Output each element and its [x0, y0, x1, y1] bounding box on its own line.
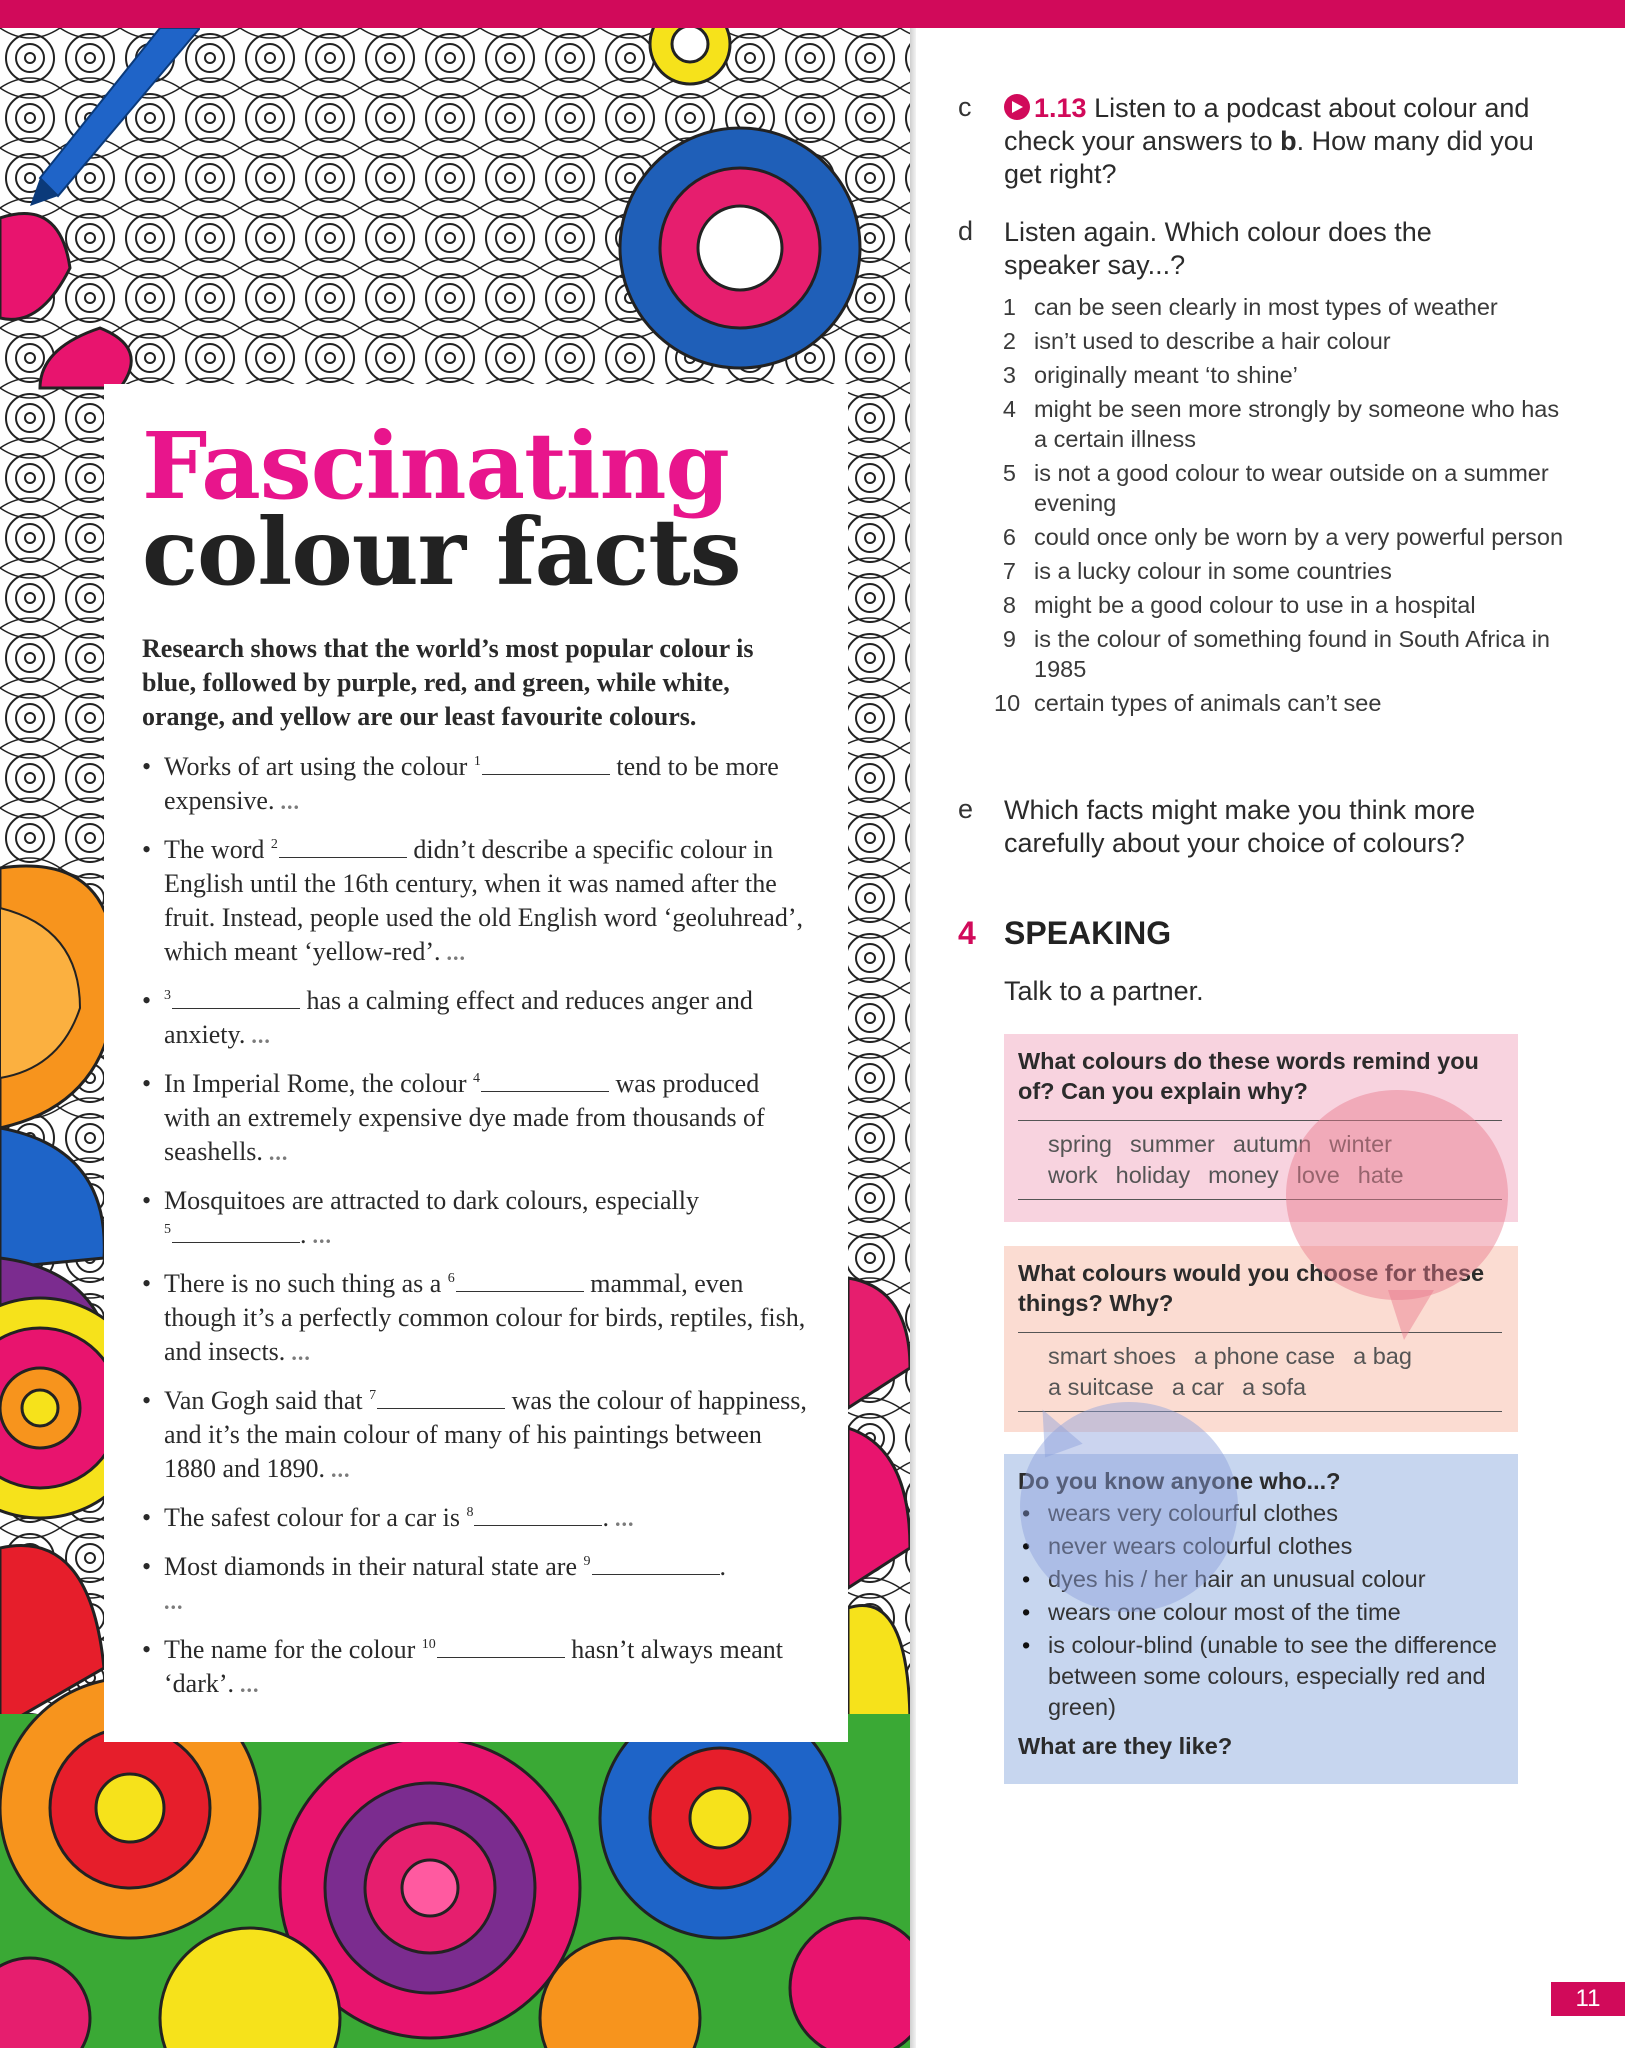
fact-card: [104, 384, 848, 1742]
box-title: What colours would you choose for these things? Why?: [1018, 1260, 1485, 1316]
page-number: 11: [1551, 1982, 1625, 2016]
list-item: 5 is not a good colour to wear outside on a summer evening: [1002, 460, 1549, 516]
answer-gap[interactable]: [474, 1501, 602, 1526]
answer-gap[interactable]: [482, 750, 610, 775]
list-item: 4 might be seen more strongly by someone who has a certain illness: [1002, 396, 1560, 452]
list-item: 10 certain types of animals can’t see: [994, 690, 1382, 716]
facts-list: [142, 750, 810, 1702]
fact-item: • Works of art using the colour $^1$ tend to be more expensive. ...: [142, 750, 810, 819]
answer-gap[interactable]: [592, 1550, 720, 1575]
page-spine: [910, 28, 916, 2048]
section-instruction: Talk to a partner.: [1004, 976, 1204, 1006]
answer-gap[interactable]: [279, 833, 407, 858]
fact-item: • The name for the colour $^{10}$ hasn’t always meant ‘dark’. ...: [142, 1633, 810, 1702]
list-item: 9 is the colour of something found in South Africa in 1985: [1002, 626, 1551, 682]
article-title-line1: Fascinating: [142, 412, 729, 520]
answer-gap[interactable]: [172, 984, 300, 1009]
word-bank: spring summer autumn winter work holiday money love hate: [1018, 1120, 1502, 1200]
top-accent-bar: [0, 0, 1625, 28]
speech-bubble-icon: [1286, 1090, 1508, 1300]
list-item: 7 is a lucky colour in some countries: [1002, 558, 1392, 584]
exercise-d-list: [994, 292, 1564, 722]
fact-item: • There is no such thing as a $^6$ mammal, even though it’s a perfectly common colour for birds, reptiles, fish, and insects. ...: [142, 1267, 810, 1370]
box-footer: What are they like?: [1018, 1733, 1233, 1759]
list-item: • dyes his / her hair an unusual colour: [1018, 1564, 1504, 1595]
word-bank: smart shoes a phone case a bag a suitcase a car a sofa: [1018, 1332, 1502, 1412]
answer-gap[interactable]: [481, 1067, 609, 1092]
ellipsis: ...: [268, 1140, 289, 1165]
blue-marker-pen: [0, 28, 200, 228]
list-item: • wears very colourful clothes: [1018, 1498, 1504, 1529]
ellipsis: ...: [446, 940, 467, 965]
list-item: • wears one colour most of the time: [1018, 1597, 1504, 1628]
exercise-letter: e: [958, 794, 974, 824]
list-item: 3 originally meant ‘to shine’: [1002, 362, 1298, 388]
exercise-letter: d: [958, 216, 974, 246]
answer-gap[interactable]: [437, 1633, 565, 1658]
list-item: 1 can be seen clearly in most types of weather: [1002, 294, 1498, 320]
fact-item: • The safest colour for a car is $^8$ . ...: [142, 1501, 810, 1536]
article-title-line2: colour facts: [142, 498, 741, 606]
speech-bubble-tail: [1388, 1290, 1434, 1340]
list-item: 2 isn’t used to describe a hair colour: [1002, 328, 1391, 354]
fact-item: • $^3$ has a calming effect and reduces anger and anxiety. ...: [142, 984, 810, 1053]
ellipsis: ...: [251, 1023, 271, 1048]
answer-gap[interactable]: [456, 1267, 584, 1292]
article-intro: Research shows that the world’s most popular colour is blue, followed by purple, red, and green, while white, orange, and yellow are our least favourite colours.: [142, 634, 754, 731]
list-item: • never wears colourful clothes: [1018, 1531, 1504, 1562]
audio-play-icon[interactable]: [1004, 94, 1030, 120]
answer-gap[interactable]: [172, 1218, 300, 1243]
audio-track-number: 1.13: [1034, 93, 1087, 123]
answer-gap[interactable]: [377, 1384, 505, 1409]
ellipsis: ...: [280, 789, 300, 814]
section-title: SPEAKING: [1004, 915, 1172, 951]
section-number: 4: [958, 915, 976, 951]
list-item: • is colour-blind (unable to see the difference between some colours, especially red and green): [1018, 1630, 1504, 1723]
list-item: 8 might be a good colour to use in a hospital: [1002, 592, 1476, 618]
fact-item: • The word $^2$ didn’t describe a specific colour in English until the 16th century, when it was named after the fruit. Instead, people used the old English word ‘geoluhread’, which meant ‘yellow-red’. ...: [142, 833, 810, 970]
fact-item: • Mosquitoes are attracted to dark colours, especially $^5$ . ...: [142, 1184, 810, 1253]
ellipsis: ...: [312, 1223, 332, 1248]
fact-item: • Most diamonds in their natural state are $^9$ . ...: [142, 1550, 810, 1619]
fact-item: • In Imperial Rome, the colour $^4$ was produced with an extremely expensive dye made from thousands of seashells. ...: [142, 1067, 810, 1170]
ellipsis: ...: [291, 1340, 311, 1365]
fact-item: • Van Gogh said that $^7$ was the colour of happiness, and it’s the main colour of many of his paintings between 1880 and 1890. ...: [142, 1384, 810, 1487]
exercise-letter: c: [958, 92, 972, 122]
box-title: Do you know anyone who...?: [1018, 1468, 1341, 1494]
list-item: 6 could once only be worn by a very powerful person: [1002, 524, 1564, 550]
ellipsis: ...: [240, 1672, 260, 1697]
ellipsis: ...: [331, 1457, 351, 1482]
ellipsis: ...: [164, 1589, 184, 1614]
ellipsis: ...: [614, 1506, 635, 1531]
decorative-coloring-background: [0, 28, 910, 2048]
box-title: What colours do these words remind you of? Can you explain why?: [1018, 1048, 1479, 1104]
